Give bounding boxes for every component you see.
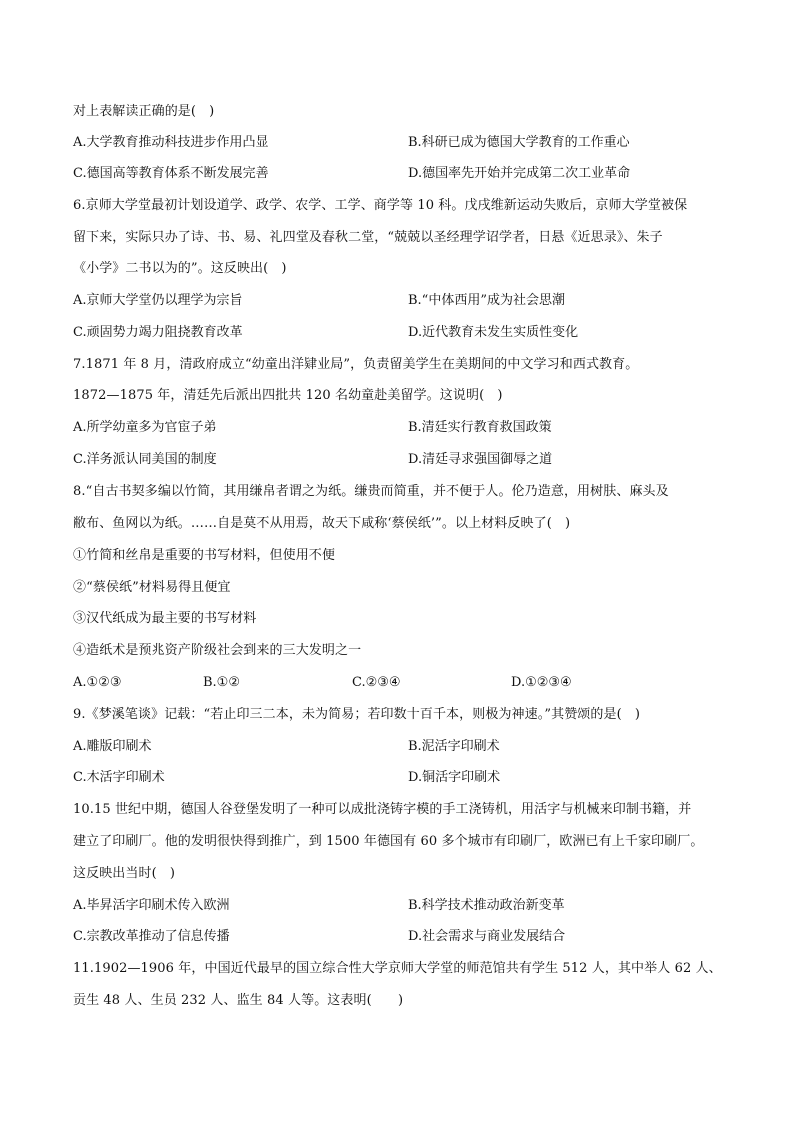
question-10-line-2: 建立了印刷厂。他的发明很快得到推广，到 1500 年德国有 60 多个城市有印刷厂，欧洲已有上千家印刷厂。	[73, 834, 704, 849]
q9-option-d: D.铜活字印刷术	[408, 770, 501, 785]
q8-option-d: D.①②③④	[511, 675, 572, 690]
question-7-line-1: 7.1871 年 8 月，清政府成立“幼童出洋肄业局”，负责留美学生在美期间的中文学习和西式教育。	[73, 357, 639, 372]
q9-option-c: C.木活字印刷术	[73, 770, 165, 785]
q8-option-c: C.②③④	[352, 675, 401, 690]
q7-option-d: D.清廷寻求强国御辱之道	[408, 452, 553, 467]
q6-option-d: D.近代教育未发生实质性变化	[408, 325, 579, 340]
question-8-line-2: 敝布、鱼网以为纸。……自是莫不从用焉，故天下咸称‘蔡侯纸’”。以上材料反映了( )	[73, 516, 571, 531]
question-10-line-1: 10.15 世纪中期，德国人谷登堡发明了一种可以成批浇铸字模的手工浇铸机，用活字与机械来印制书籍，并	[73, 802, 692, 817]
q7-option-c: C.洋务派认同美国的制度	[73, 452, 217, 467]
question-stem: 对上表解读正确的是( )	[73, 104, 215, 119]
question-6-line-1: 6.京师大学堂最初计划设道学、政学、农学、工学、商学等 10 科。戊戌维新运动失败后，京师大学堂被保	[73, 198, 688, 213]
q8-item-3: ③汉代纸成为最主要的书写材料	[73, 611, 257, 626]
question-8-line-1: 8.“自古书契多编以竹简，其用缣帛者谓之为纸。缣贵而简重，并不便于人。伦乃造意，用树肤、麻头及	[73, 484, 669, 499]
q9-option-a: A.雕版印刷术	[73, 739, 152, 754]
q10-option-b: B.科学技术推动政治新变革	[408, 898, 565, 913]
question-10-line-3: 这反映出当时( )	[73, 866, 176, 881]
question-7-line-2: 1872—1875 年，清廷先后派出四批共 120 名幼童赴美留学。这说明( )	[73, 388, 503, 403]
q8-option-a: A.①②③	[73, 675, 122, 690]
q6-option-c: C.顽固势力竭力阻挠教育改革	[73, 325, 243, 340]
q9-option-b: B.泥活字印刷术	[408, 739, 500, 754]
question-6-line-3: 《小学》二书以为的”。这反映出( )	[73, 261, 287, 276]
q10-option-d: D.社会需求与商业发展结合	[408, 929, 566, 944]
question-11-line-2: 贡生 48 人、生员 232 人、监生 84 人等。这表明( )	[73, 993, 404, 1008]
q10-option-a: A.毕昇活字印刷术传入欧洲	[73, 898, 230, 913]
q6-option-b: B.“中体西用”成为社会思潮	[408, 293, 565, 308]
question-11-line-1: 11.1902—1906 年，中国近代最早的国立综合性大学京师大学堂的师范馆共有学生 512 人，其中举人 62 人、	[73, 961, 722, 976]
q8-item-4: ④造纸术是预兆资产阶级社会到来的三大发明之一	[73, 643, 362, 658]
question-6-line-2: 留下来，实际只办了诗、书、易、礼四堂及春秋二堂，“兢兢以圣经理学诏学者，日悬《近思录》、朱子	[73, 230, 663, 245]
option-a: A.大学教育推动科技进步作用凸显	[73, 135, 269, 150]
q7-option-a: A.所学幼童多为官宦子弟	[73, 420, 217, 435]
q7-option-b: B.清廷实行教育救国政策	[408, 420, 552, 435]
q6-option-a: A.京师大学堂仍以理学为宗旨	[73, 293, 243, 308]
q10-option-c: C.宗教改革推动了信息传播	[73, 929, 230, 944]
q8-item-1: ①竹简和丝帛是重要的书写材料，但使用不便	[73, 548, 336, 563]
option-d: D.德国率先开始并完成第二次工业革命	[408, 166, 631, 181]
q8-item-2: ②“蔡侯纸”材料易得且便宜	[73, 580, 231, 595]
question-9-line-1: 9.《梦溪笔谈》记载：“若止印三二本，未为简易；若印数十百千本，则极为神速。”其赞颂的是( )	[73, 707, 641, 722]
q8-option-b: B.①②	[203, 675, 240, 690]
option-b: B.科研已成为德国大学教育的工作重心	[408, 135, 630, 150]
option-c: C.德国高等教育体系不断发展完善	[73, 166, 269, 181]
